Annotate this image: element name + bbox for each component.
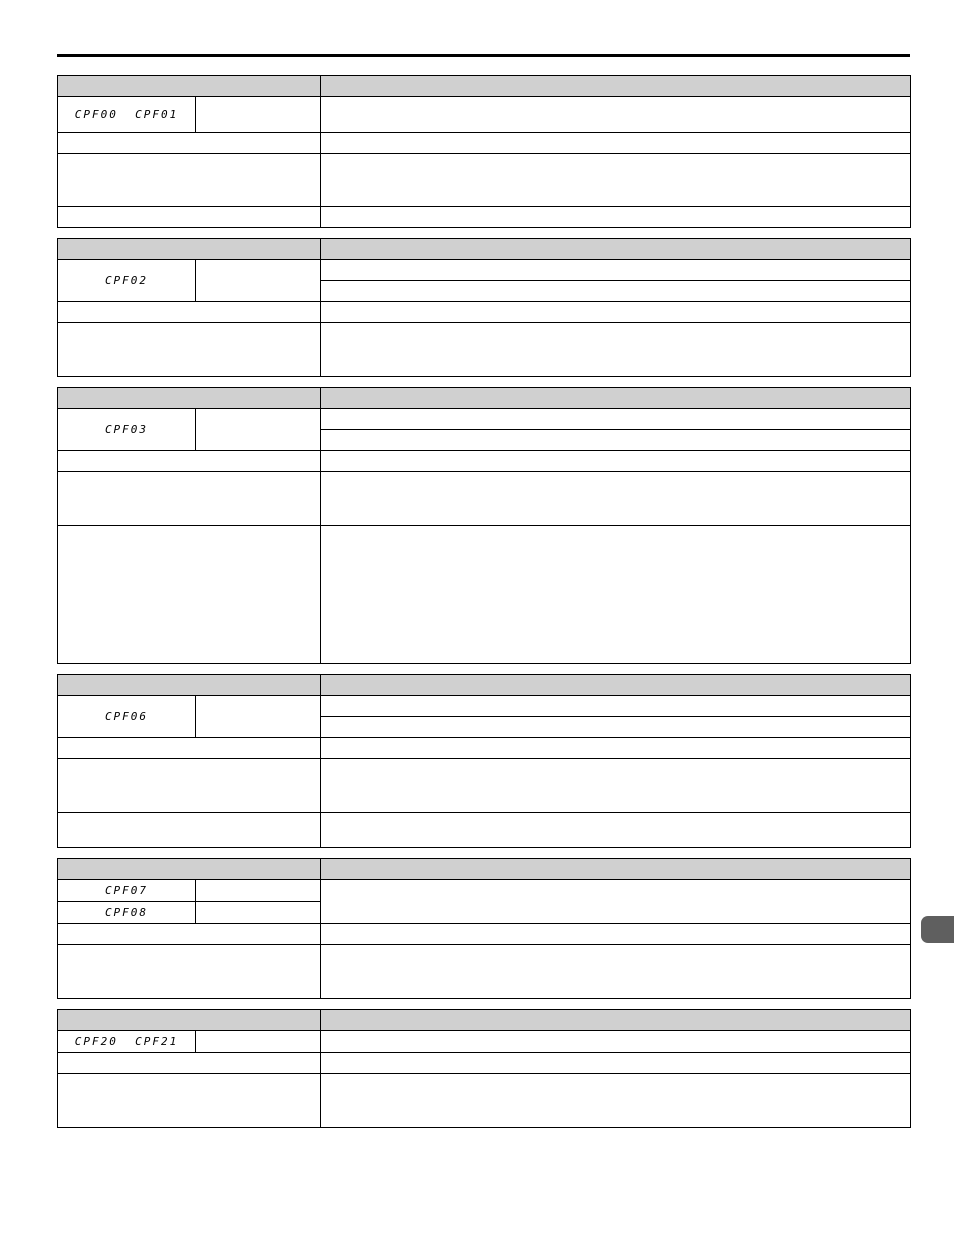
fault-description-cell <box>321 430 911 451</box>
cause-cell <box>58 813 321 848</box>
cause-header-cell <box>58 451 321 472</box>
fault-table-cpf06 <box>57 674 911 848</box>
header-left-cell <box>58 675 321 696</box>
fault-code-display: CPF08 <box>58 902 196 924</box>
fault-description-cell <box>321 880 911 924</box>
fault-name-cell <box>196 260 321 302</box>
header-right-cell <box>321 76 911 97</box>
fault-table-cpf02 <box>57 238 911 377</box>
cause-header-cell <box>58 302 321 323</box>
cause-header-cell <box>58 924 321 945</box>
header-left-cell <box>58 76 321 97</box>
fault-description-cell <box>321 260 911 281</box>
fault-name-cell <box>196 409 321 451</box>
fault-description-cell <box>321 717 911 738</box>
fault-description-cell <box>321 696 911 717</box>
cause-cell <box>58 207 321 228</box>
header-left-cell <box>58 388 321 409</box>
header-left-cell <box>58 859 321 880</box>
section-tab-marker <box>921 916 954 943</box>
fault-description-cell <box>321 97 911 133</box>
header-left-cell <box>58 239 321 260</box>
remedy-header-cell <box>321 302 911 323</box>
cause-header-cell <box>58 1053 321 1074</box>
fault-code-display: CPF02 <box>58 260 196 302</box>
cause-cell <box>58 154 321 207</box>
header-right-cell <box>321 675 911 696</box>
fault-code-display: CPF07 <box>58 880 196 902</box>
remedy-cell <box>321 526 911 664</box>
remedy-header-cell <box>321 133 911 154</box>
remedy-cell <box>321 1074 911 1128</box>
fault-table-cpf20-cpf21 <box>57 1009 911 1128</box>
remedy-header-cell <box>321 1053 911 1074</box>
remedy-cell <box>321 323 911 377</box>
fault-name-cell <box>196 97 321 133</box>
remedy-cell <box>321 154 911 207</box>
cause-header-cell <box>58 738 321 759</box>
fault-code-display: CPF20 CPF21 <box>58 1031 196 1053</box>
fault-code-display: CPF06 <box>58 696 196 738</box>
fault-table-cpf07-cpf08 <box>57 858 911 999</box>
cause-cell <box>58 472 321 526</box>
remedy-header-cell <box>321 924 911 945</box>
remedy-header-cell <box>321 738 911 759</box>
fault-description-cell <box>321 281 911 302</box>
fault-table-cpf03 <box>57 387 911 664</box>
cause-cell <box>58 323 321 377</box>
remedy-cell <box>321 945 911 999</box>
fault-name-cell <box>196 880 321 902</box>
header-right-cell <box>321 239 911 260</box>
fault-description-cell <box>321 1031 911 1053</box>
cause-cell <box>58 1074 321 1128</box>
fault-table-cpf00-cpf01 <box>57 75 911 228</box>
header-right-cell <box>321 1010 911 1031</box>
remedy-cell <box>321 472 911 526</box>
remedy-cell <box>321 759 911 813</box>
remedy-header-cell <box>321 451 911 472</box>
fault-code-display: CPF00 CPF01 <box>58 97 196 133</box>
fault-name-cell <box>196 696 321 738</box>
header-right-cell <box>321 388 911 409</box>
header-left-cell <box>58 1010 321 1031</box>
fault-description-cell <box>321 409 911 430</box>
remedy-cell <box>321 813 911 848</box>
cause-cell <box>58 526 321 664</box>
fault-name-cell <box>196 902 321 924</box>
cause-cell <box>58 945 321 999</box>
top-rule <box>57 54 910 57</box>
remedy-cell <box>321 207 911 228</box>
cause-header-cell <box>58 133 321 154</box>
fault-name-cell <box>196 1031 321 1053</box>
fault-code-display: CPF03 <box>58 409 196 451</box>
header-right-cell <box>321 859 911 880</box>
cause-cell <box>58 759 321 813</box>
